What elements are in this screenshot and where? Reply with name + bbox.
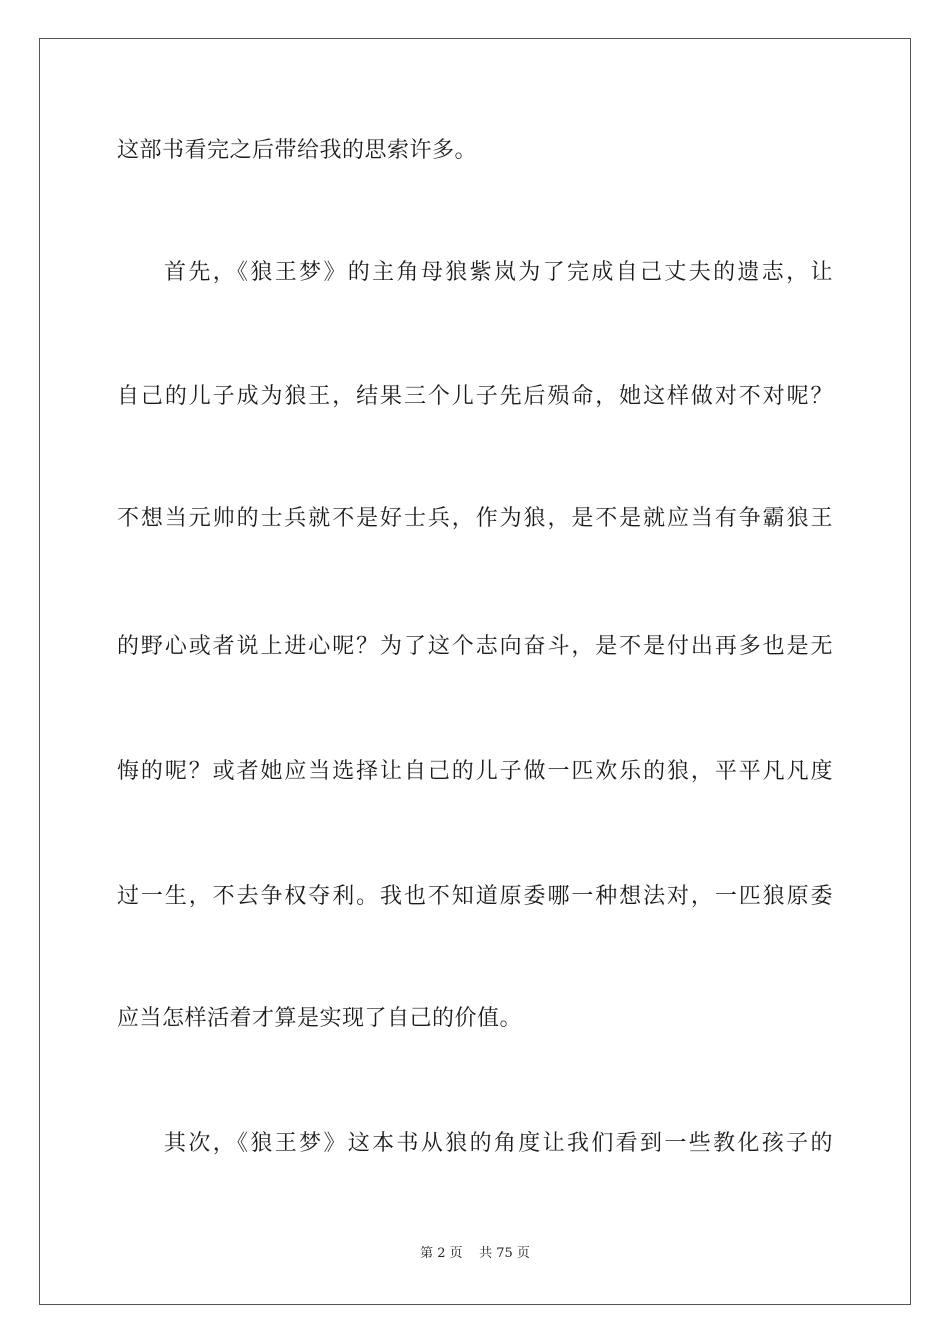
page-number-footer: 第 2 页 共 75 页 bbox=[420, 1246, 530, 1261]
text-line-2: 首先，《狼王梦》的主角母狼紫岚为了完成自己丈夫的遗志，让 bbox=[164, 260, 833, 285]
text-line-4: 不想当元帅的士兵就不是好士兵，作为狼，是不是就应当有争霸狼王 bbox=[117, 506, 833, 531]
text-line-8: 应当怎样活着才算是实现了自己的价值。 bbox=[117, 1006, 523, 1031]
text-line-6: 悔的呢？或者她应当选择让自己的儿子做一匹欢乐的狼，平平凡凡度 bbox=[117, 759, 833, 784]
text-line-3: 自己的儿子成为狼王，结果三个儿子先后殒命，她这样做对不对呢？ bbox=[117, 384, 833, 409]
text-line-9: 其次，《狼王梦》这本书从狼的角度让我们看到一些教化孩子的 bbox=[164, 1131, 833, 1156]
text-line-1: 这部书看完之后带给我的思索许多。 bbox=[117, 138, 478, 163]
page-border bbox=[39, 38, 911, 1305]
text-line-5: 的野心或者说上进心呢？为了这个志向奋斗，是不是付出再多也是无 bbox=[117, 634, 833, 659]
text-line-7: 过一生，不去争权夺利。我也不知道原委哪一种想法对，一匹狼原委 bbox=[117, 884, 833, 909]
